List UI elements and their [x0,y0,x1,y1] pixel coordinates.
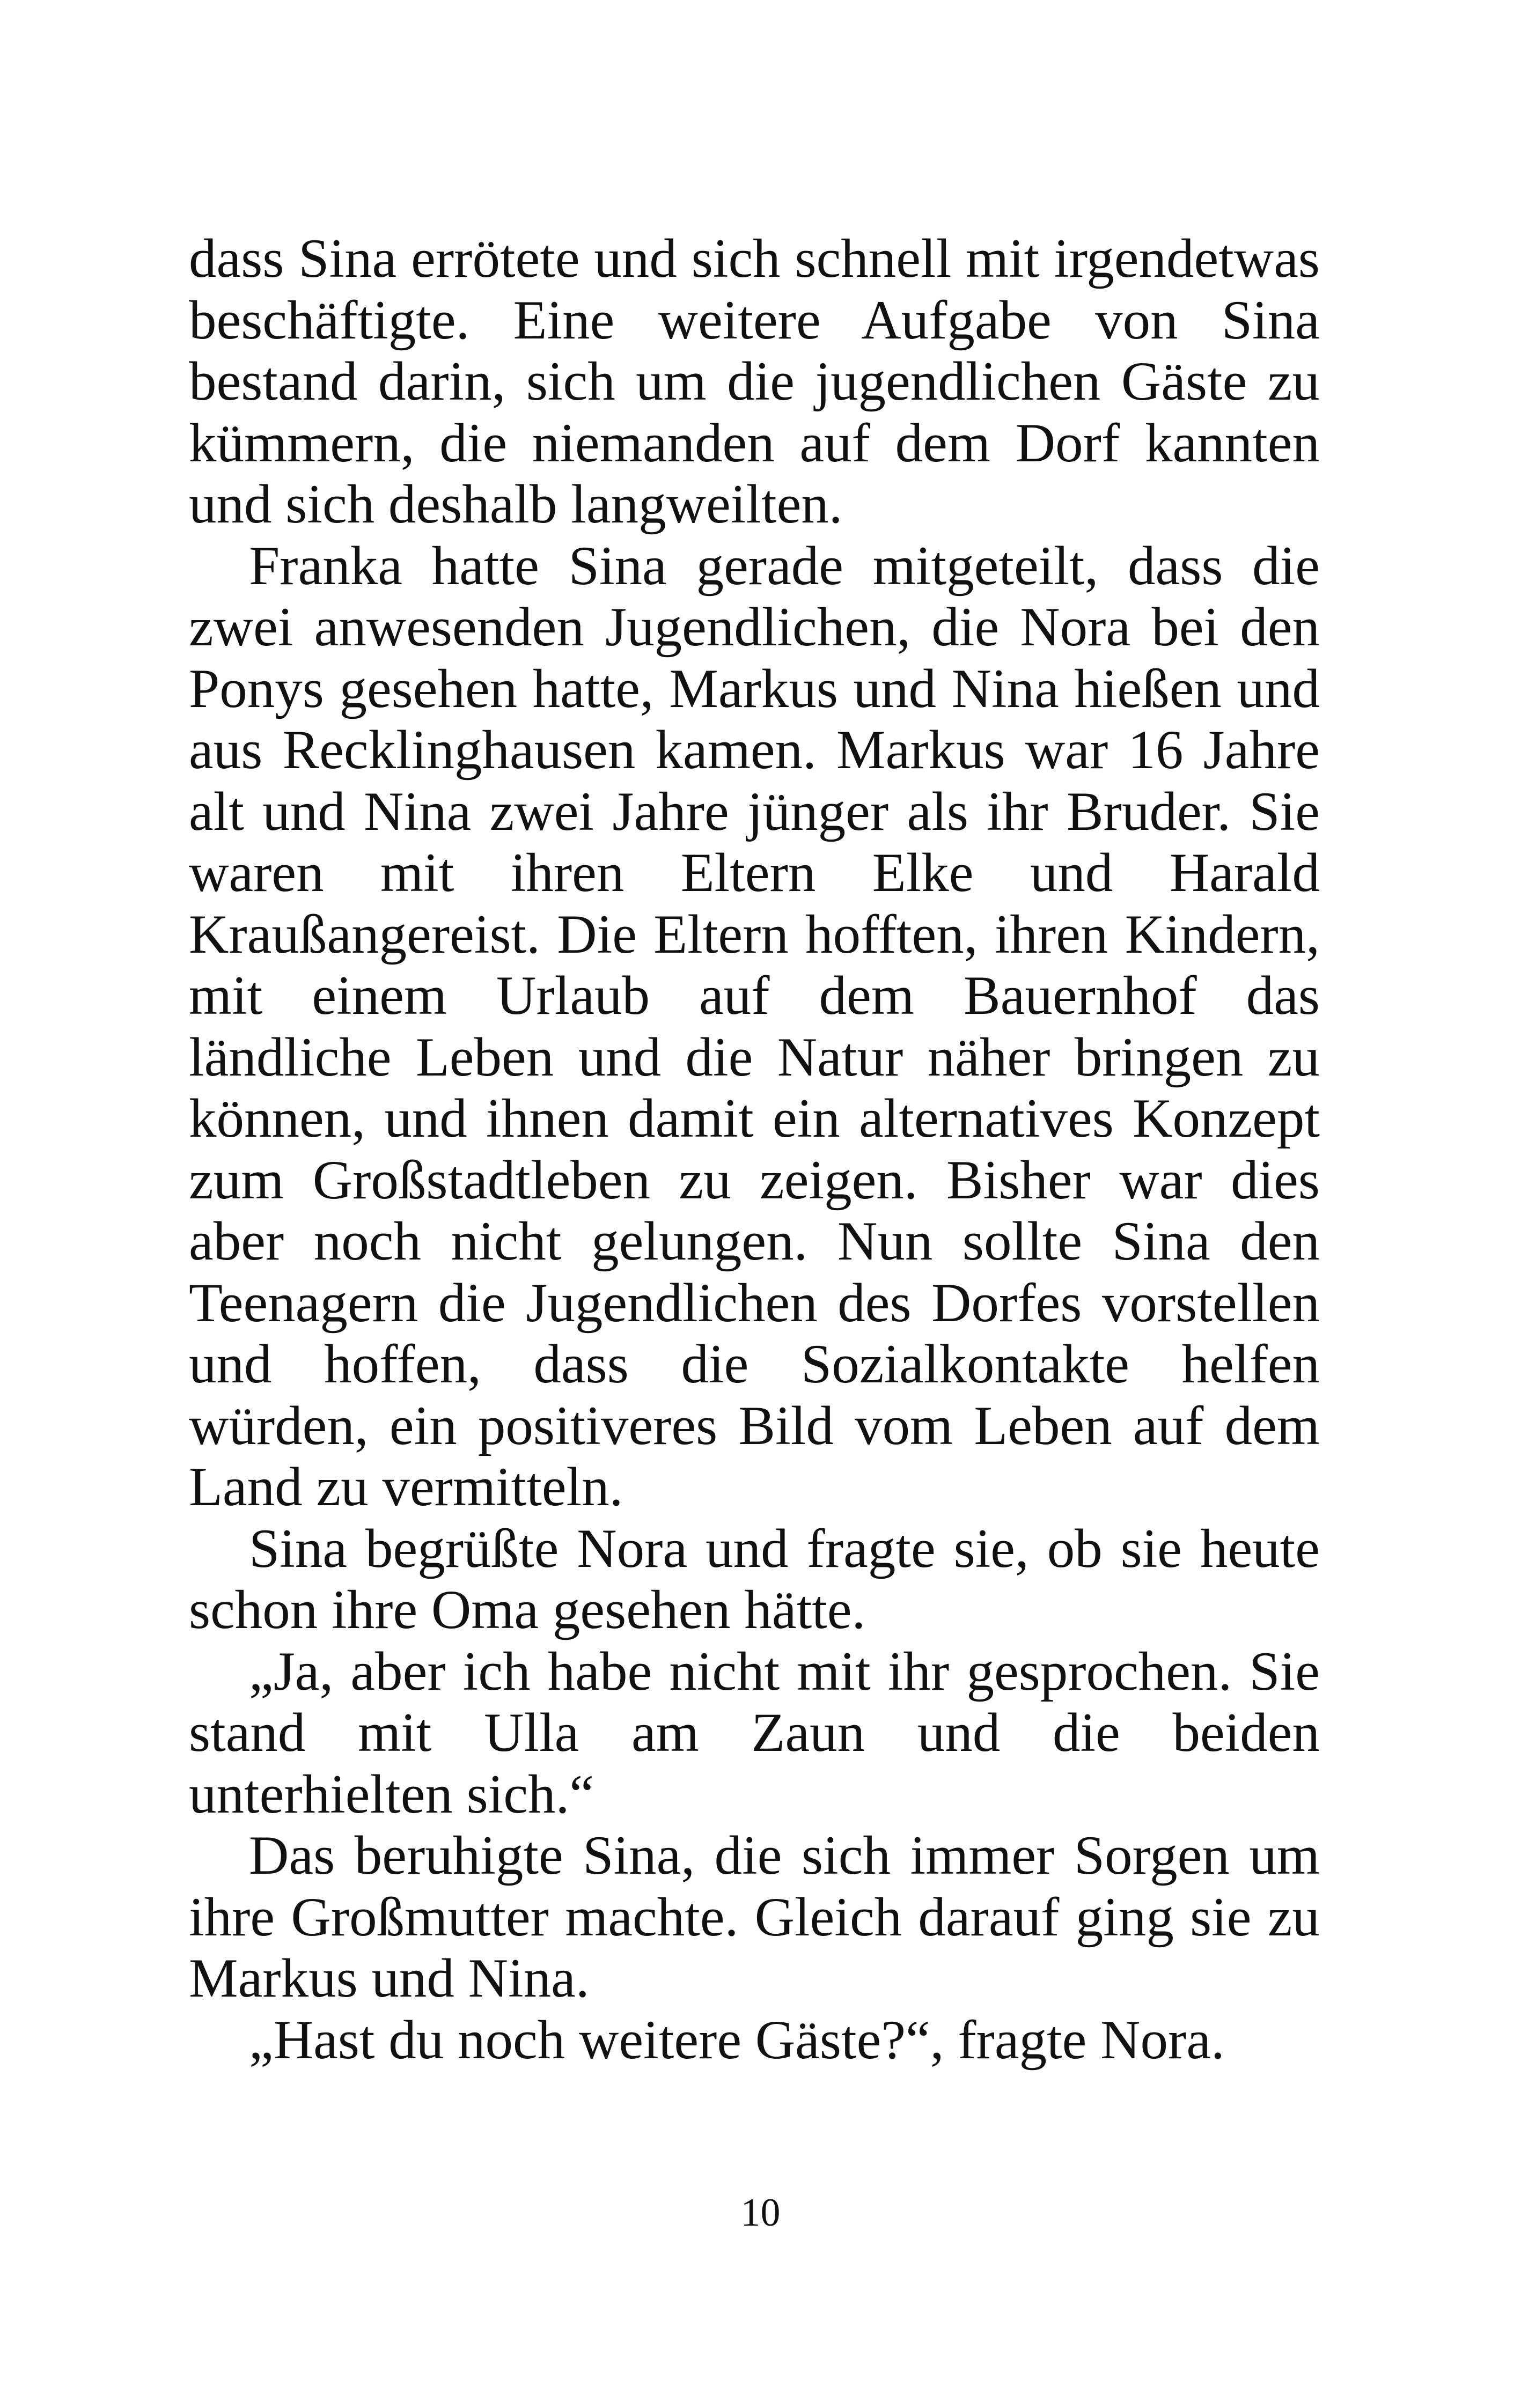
paragraph-2: Franka hatte Sina gerade mitgeteilt, dass die zwei anwesenden Jugendlichen, die Nora bei den Ponys gesehen hatte, Markus und Nina hießen und aus Recklinghausen kamen. Markus war 16 Jahre alt und Nina zwei Jahre jünger als ihr Bruder. Sie waren mit ihren Eltern Elke und Harald Kraußangereist. Die Eltern hofften, ihren Kindern, mit einem Urlaub auf dem Bauernhof das ländliche Leben und die Natur näher bringen zu können, und ihnen damit ein alternatives Konzept zum Großstadtleben zu zeigen. Bisher war dies aber noch nicht gelungen. Nun sollte Sina den Teenagern die Jugendlichen des Dorfes vorstellen und hoffen, dass die Sozialkontakte helfen würden, ein positiveres Bild vom Leben auf dem Land zu vermitteln. [189,535,1320,1518]
body-text [189,228,1320,2071]
paragraph-6: „Hast du noch weitere Gäste?“, fragte Nora. [249,2009,1225,2071]
page-number: 10 [740,2191,781,2235]
paragraph-1: dass Sina errötete und sich schnell mit irgendetwas beschäftigte. Eine weitere Aufgabe von Sina bestand darin, sich um die jugendlichen Gäste zu kümmern, die niemanden auf dem Dorf kannten und sich deshalb langweilten. [189,228,1320,535]
paragraph-4: „Ja, aber ich habe nicht mit ihr gesprochen. Sie stand mit Ulla am Zaun und die beiden unterhielten sich.“ [189,1640,1320,1825]
paragraph-3: Sina begrüßte Nora und fragte sie, ob sie heute schon ihre Oma gesehen hätte. [189,1518,1320,1640]
paragraph-5: Das beruhigte Sina, die sich immer Sorgen um ihre Großmutter machte. Gleich darauf ging sie zu Markus und Nina. [189,1825,1320,2009]
